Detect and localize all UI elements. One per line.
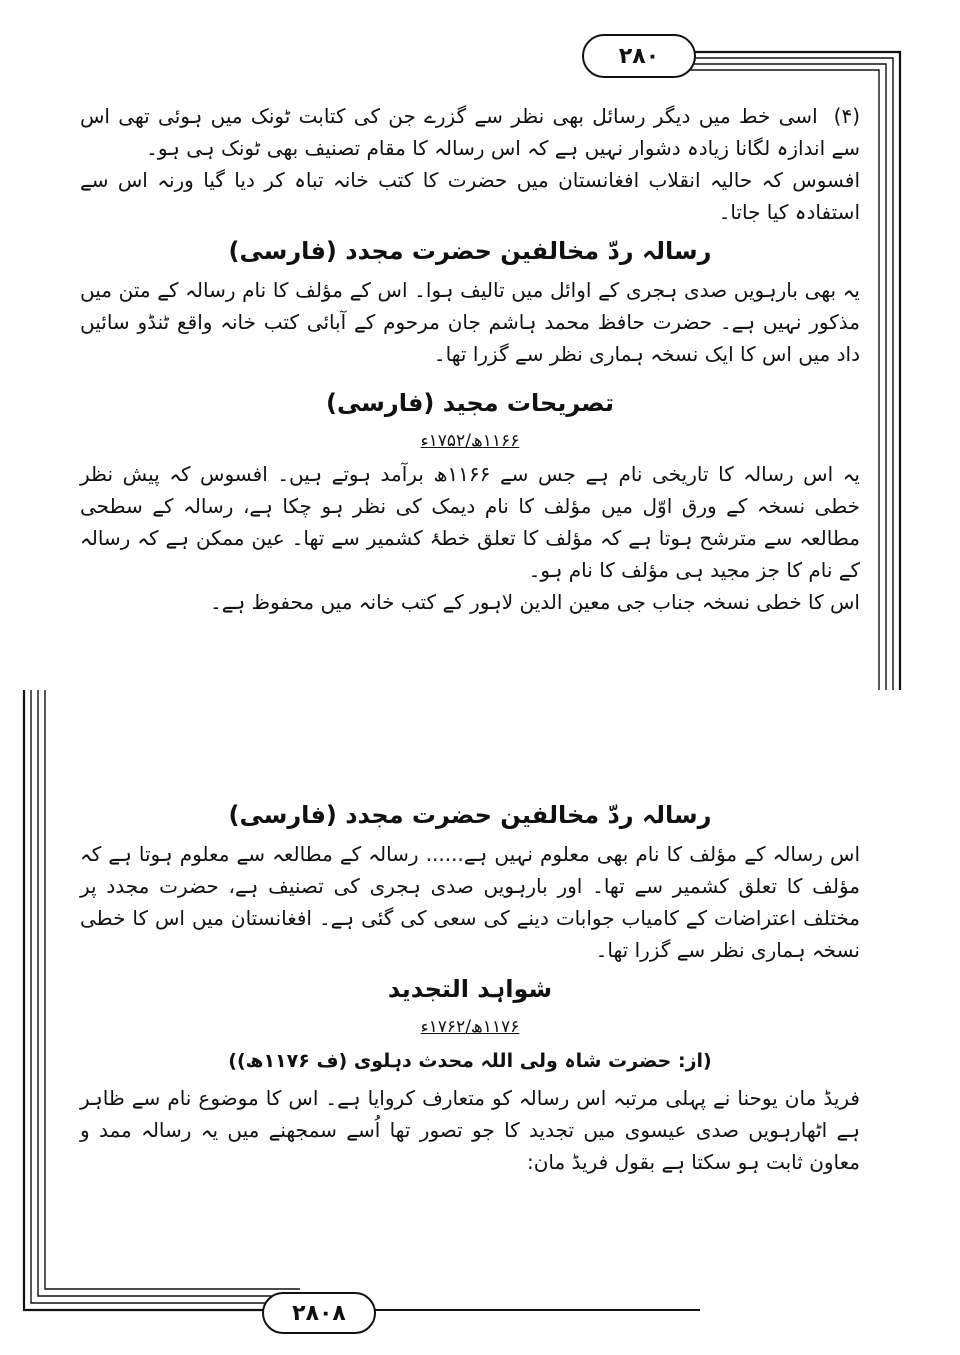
- paragraph-1-text: اسی خط میں دیگر رسائل بھی نظر سے گزرے جن کی کتابت ٹونک میں ہوئی تھی اس سے اندازہ لگانا زیادہ دشوار نہیں ہے کہ اس رسالہ کا مقام تصنیف بھی ٹونک ہی ہو۔: [80, 104, 860, 160]
- date-line-2: [80, 1014, 860, 1040]
- top-page-number: ۲۸۰: [582, 34, 696, 78]
- paragraph-5: اس کا خطی نسخہ جناب جی معین الدین لاہور کے کتب خانہ میں محفوظ ہے۔: [210, 590, 860, 614]
- heading-shawahid-tajdid: شواہد التجدید: [387, 975, 553, 1003]
- author-line: (از: حضرت شاہ ولی اللہ محدث دہلوی (ف ۱۱۷۶ھ)): [228, 1050, 712, 1072]
- heading-tasrihat-majid: تصریحات مجید (فارسی): [326, 389, 614, 417]
- heading-radd-mukhalifin-2: رسالہ ردّ مخالفین حضرت مجدد (فارسی): [228, 801, 712, 829]
- paragraph-3: یہ بھی بارہویں صدی ہجری کے اوائل میں تالیف ہوا۔ اس کے مؤلف کا نام رسالہ کے متن میں مذکور نہیں ہے۔ حضرت حافظ محمد ہاشم جان مرحوم کے آبائی کتب خانہ واقع ٹنڈو سائیں داد میں اس کا ایک نسخہ ہماری نظر سے گزرا تھا۔: [80, 278, 860, 366]
- date-2: ۱۱۷۶ھ/۱۷۶۲ء: [420, 1017, 520, 1037]
- paragraph-1: [80, 100, 860, 164]
- date-1: ۱۱۶۶ھ/۱۷۵۲ء: [420, 431, 520, 451]
- lower-content: [80, 792, 860, 1178]
- bottom-page-number: ۲۸۰۸: [262, 1292, 376, 1334]
- paragraph-6: اس رسالہ کے مؤلف کا نام بھی معلوم نہیں ہے...... رسالہ کے مطالعہ سے معلوم ہوتا ہے کہ مؤلف کا تعلق کشمیر سے تھا۔ اور بارہویں صدی ہجری کی تصنیف ہے، حضرت مجدد پر مختلف اعتراضات کے کامیاب جوابات دینے کی سعی کی گئی ہے۔ افغانستان میں اس کا خطی نسخہ ہماری نظر سے گزرا تھا۔: [80, 842, 860, 962]
- item-number: (۴): [833, 104, 860, 128]
- paragraph-2: افسوس کہ حالیہ انقلاب افغانستان میں حضرت کا کتب خانہ تباہ کر دیا گیا ورنہ اس سے استفادہ کیا جاتا۔: [80, 168, 860, 224]
- upper-content: [80, 100, 860, 618]
- heading-radd-mukhalifin: رسالہ ردّ مخالفین حضرت مجدد (فارسی): [228, 237, 712, 265]
- paragraph-4: یہ اس رسالہ کا تاریخی نام ہے جس سے ۱۱۶۶ھ برآمد ہوتے ہیں۔ افسوس کہ پیش نظر خطی نسخہ کے ورق اوّل میں مؤلف کا نام دیمک کی نظر ہو چکا ہے، رسالہ کے سطحی مطالعہ سے مترشح ہوتا ہے کہ مؤلف کا تعلق خطۂ کشمیر سے تھا۔ عین ممکن ہے کہ رسالہ کے نام کا جز مجید ہی مؤلف کا نام ہو۔: [80, 462, 860, 582]
- date-line-1: [80, 428, 860, 454]
- paragraph-7: فریڈ مان یوحنا نے پہلی مرتبہ اس رسالہ کو متعارف کروایا ہے۔ اس کا موضوع نام سے ظاہر ہے اٹھارہویں صدی عیسوی میں تجدید کا جو تصور تھا اُسے سمجھنے میں یہ رسالہ ممد و معاون ثابت ہو سکتا ہے بقول فریڈ مان:: [80, 1086, 860, 1174]
